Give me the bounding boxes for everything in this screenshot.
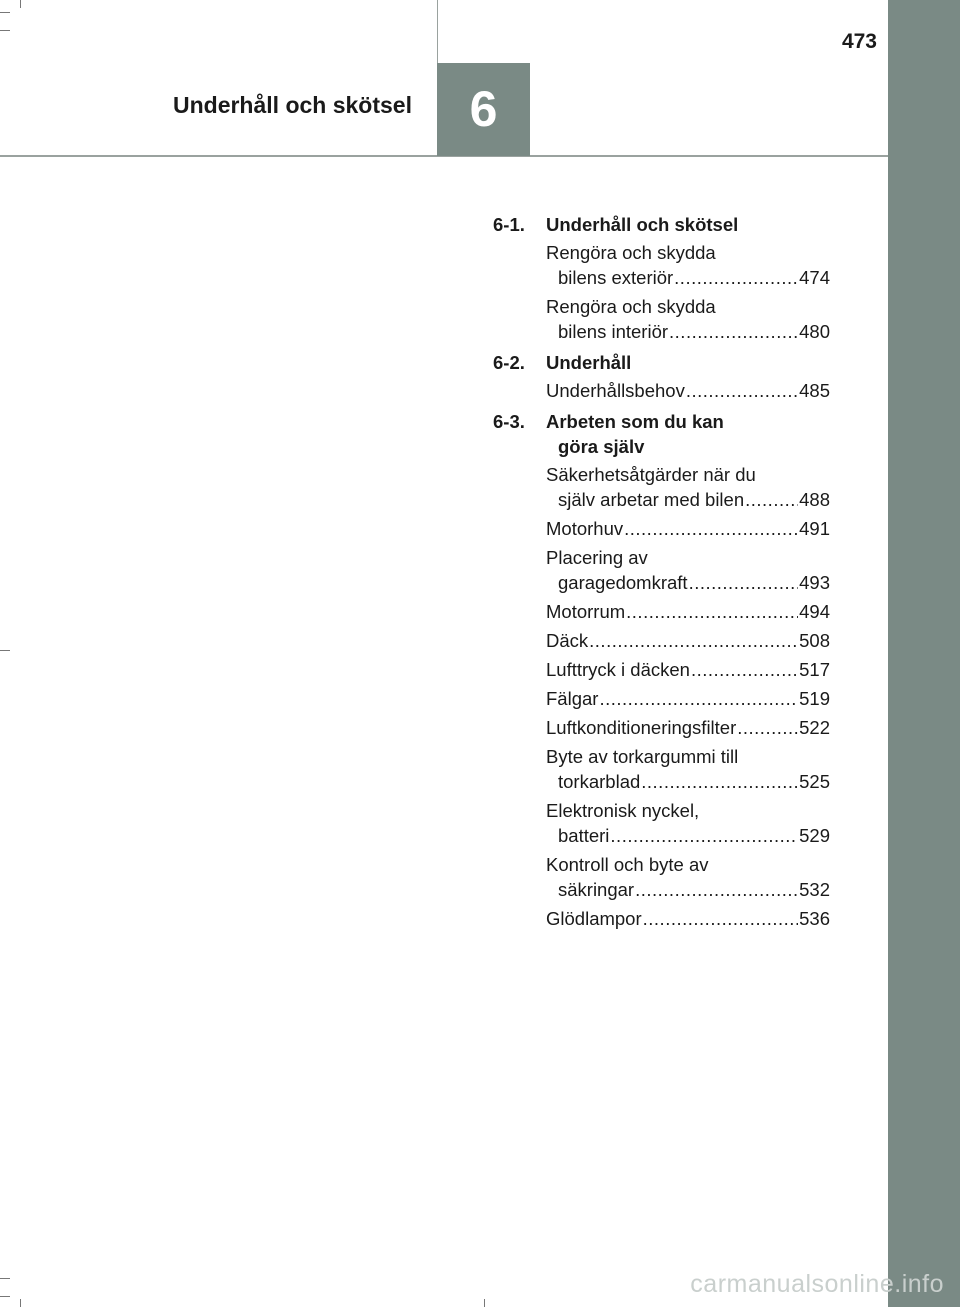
section-title: Underhåll och skötsel: [546, 214, 739, 235]
dot-leader: [669, 319, 798, 344]
dot-leader: [589, 628, 798, 653]
crop-mark: [484, 1299, 485, 1307]
entry-text: Luftkonditioneringsfilter: [546, 717, 737, 738]
entry-page-number: 529: [799, 825, 830, 846]
dot-leader: [689, 570, 799, 595]
toc-entry[interactable]: [546, 715, 830, 740]
dot-leader: [599, 686, 798, 711]
dot-leader: [737, 715, 798, 740]
toc-section: [493, 409, 830, 931]
dot-leader: [624, 516, 798, 541]
toc-entry[interactable]: [546, 657, 830, 682]
dot-leader: [610, 823, 798, 848]
entry-page-number: 517: [799, 659, 830, 680]
crop-mark: [20, 1299, 21, 1307]
entry-text: Rengöra och skydda: [546, 242, 716, 263]
crop-mark: [0, 650, 10, 651]
entry-page-number: 532: [799, 879, 830, 900]
section-number: 6-1.: [493, 214, 525, 235]
entry-page-number: 522: [799, 717, 830, 738]
entry-text: Motorhuv: [546, 518, 624, 539]
page-number: 473: [841, 30, 877, 53]
crop-mark: [0, 30, 10, 31]
toc-section: [493, 212, 830, 344]
crop-mark: [0, 12, 10, 13]
section-heading: [493, 409, 830, 459]
crop-mark: [20, 0, 21, 8]
dot-leader: [641, 769, 798, 794]
toc-entry[interactable]: [546, 294, 830, 344]
entry-page-number: 519: [799, 688, 830, 709]
entry-text: Placering av: [546, 547, 648, 568]
crop-mark: [0, 1278, 10, 1279]
toc-entry[interactable]: [546, 378, 830, 403]
entry-text: bilens exteriör: [558, 267, 674, 288]
toc-entry[interactable]: [546, 628, 830, 653]
entry-text: säkringar: [558, 879, 635, 900]
toc-entry[interactable]: [546, 852, 830, 902]
entry-text: batteri: [558, 825, 610, 846]
entry-text: Motorrum: [546, 601, 626, 622]
toc-entry[interactable]: [546, 906, 830, 931]
chapter-number-box: 6: [437, 63, 530, 156]
entry-text: Säkerhetsåtgärder när du: [546, 464, 756, 485]
entry-text: Lufttryck i däcken: [546, 659, 690, 680]
header-divider-vertical: [437, 0, 438, 63]
section-title: Arbeten som du kan: [546, 411, 724, 432]
crop-mark: [0, 1296, 10, 1297]
dot-leader: [745, 487, 798, 512]
entry-text: torkarblad: [558, 771, 641, 792]
entry-text: Däck: [546, 630, 589, 651]
entry-text: Fälgar: [546, 688, 599, 709]
toc-entry[interactable]: [546, 545, 830, 595]
entry-text: garagedomkraft: [558, 572, 688, 593]
entry-text: Underhållsbehov: [546, 380, 685, 401]
section-number: 6-2.: [493, 352, 525, 373]
toc-section: [493, 350, 830, 403]
toc-entry[interactable]: [546, 599, 830, 624]
toc-entry[interactable]: [546, 516, 830, 541]
chapter-side-tab: [888, 0, 960, 1307]
entry-page-number: 493: [799, 572, 830, 593]
toc-entry[interactable]: [546, 798, 830, 848]
entry-page-number: 536: [799, 908, 830, 929]
entry-page-number: 480: [799, 321, 830, 342]
entry-text: Glödlampor: [546, 908, 642, 929]
section-heading: [493, 212, 830, 237]
section-title: göra själv: [558, 436, 645, 457]
section-title: Underhåll: [546, 352, 632, 373]
dot-leader: [674, 265, 798, 290]
section-heading: [493, 350, 830, 375]
dot-leader: [643, 906, 798, 931]
entry-page-number: 508: [799, 630, 830, 651]
dot-leader: [626, 599, 798, 624]
entry-page-number: 485: [799, 380, 830, 401]
dot-leader: [635, 877, 798, 902]
table-of-contents: [493, 212, 830, 935]
entry-text: Byte av torkargummi till: [546, 746, 739, 767]
entry-text: själv arbetar med bilen: [558, 489, 745, 510]
entry-page-number: 488: [799, 489, 830, 510]
chapter-title: Underhåll och skötsel: [172, 92, 412, 118]
watermark: carmanualsonline.info: [690, 1270, 944, 1298]
dot-leader: [691, 657, 798, 682]
entry-text: Elektronisk nyckel,: [546, 800, 700, 821]
entry-page-number: 525: [799, 771, 830, 792]
dot-leader: [686, 378, 798, 403]
toc-entry[interactable]: [546, 686, 830, 711]
section-number: 6-3.: [493, 411, 525, 432]
toc-entry[interactable]: [546, 462, 830, 512]
entry-page-number: 491: [799, 518, 830, 539]
entry-page-number: 474: [799, 267, 830, 288]
entry-page-number: 494: [799, 601, 830, 622]
entry-text: Rengöra och skydda: [546, 296, 716, 317]
entry-text: bilens interiör: [558, 321, 669, 342]
toc-entry[interactable]: [546, 240, 830, 290]
toc-entry[interactable]: [546, 744, 830, 794]
entry-text: Kontroll och byte av: [546, 854, 709, 875]
